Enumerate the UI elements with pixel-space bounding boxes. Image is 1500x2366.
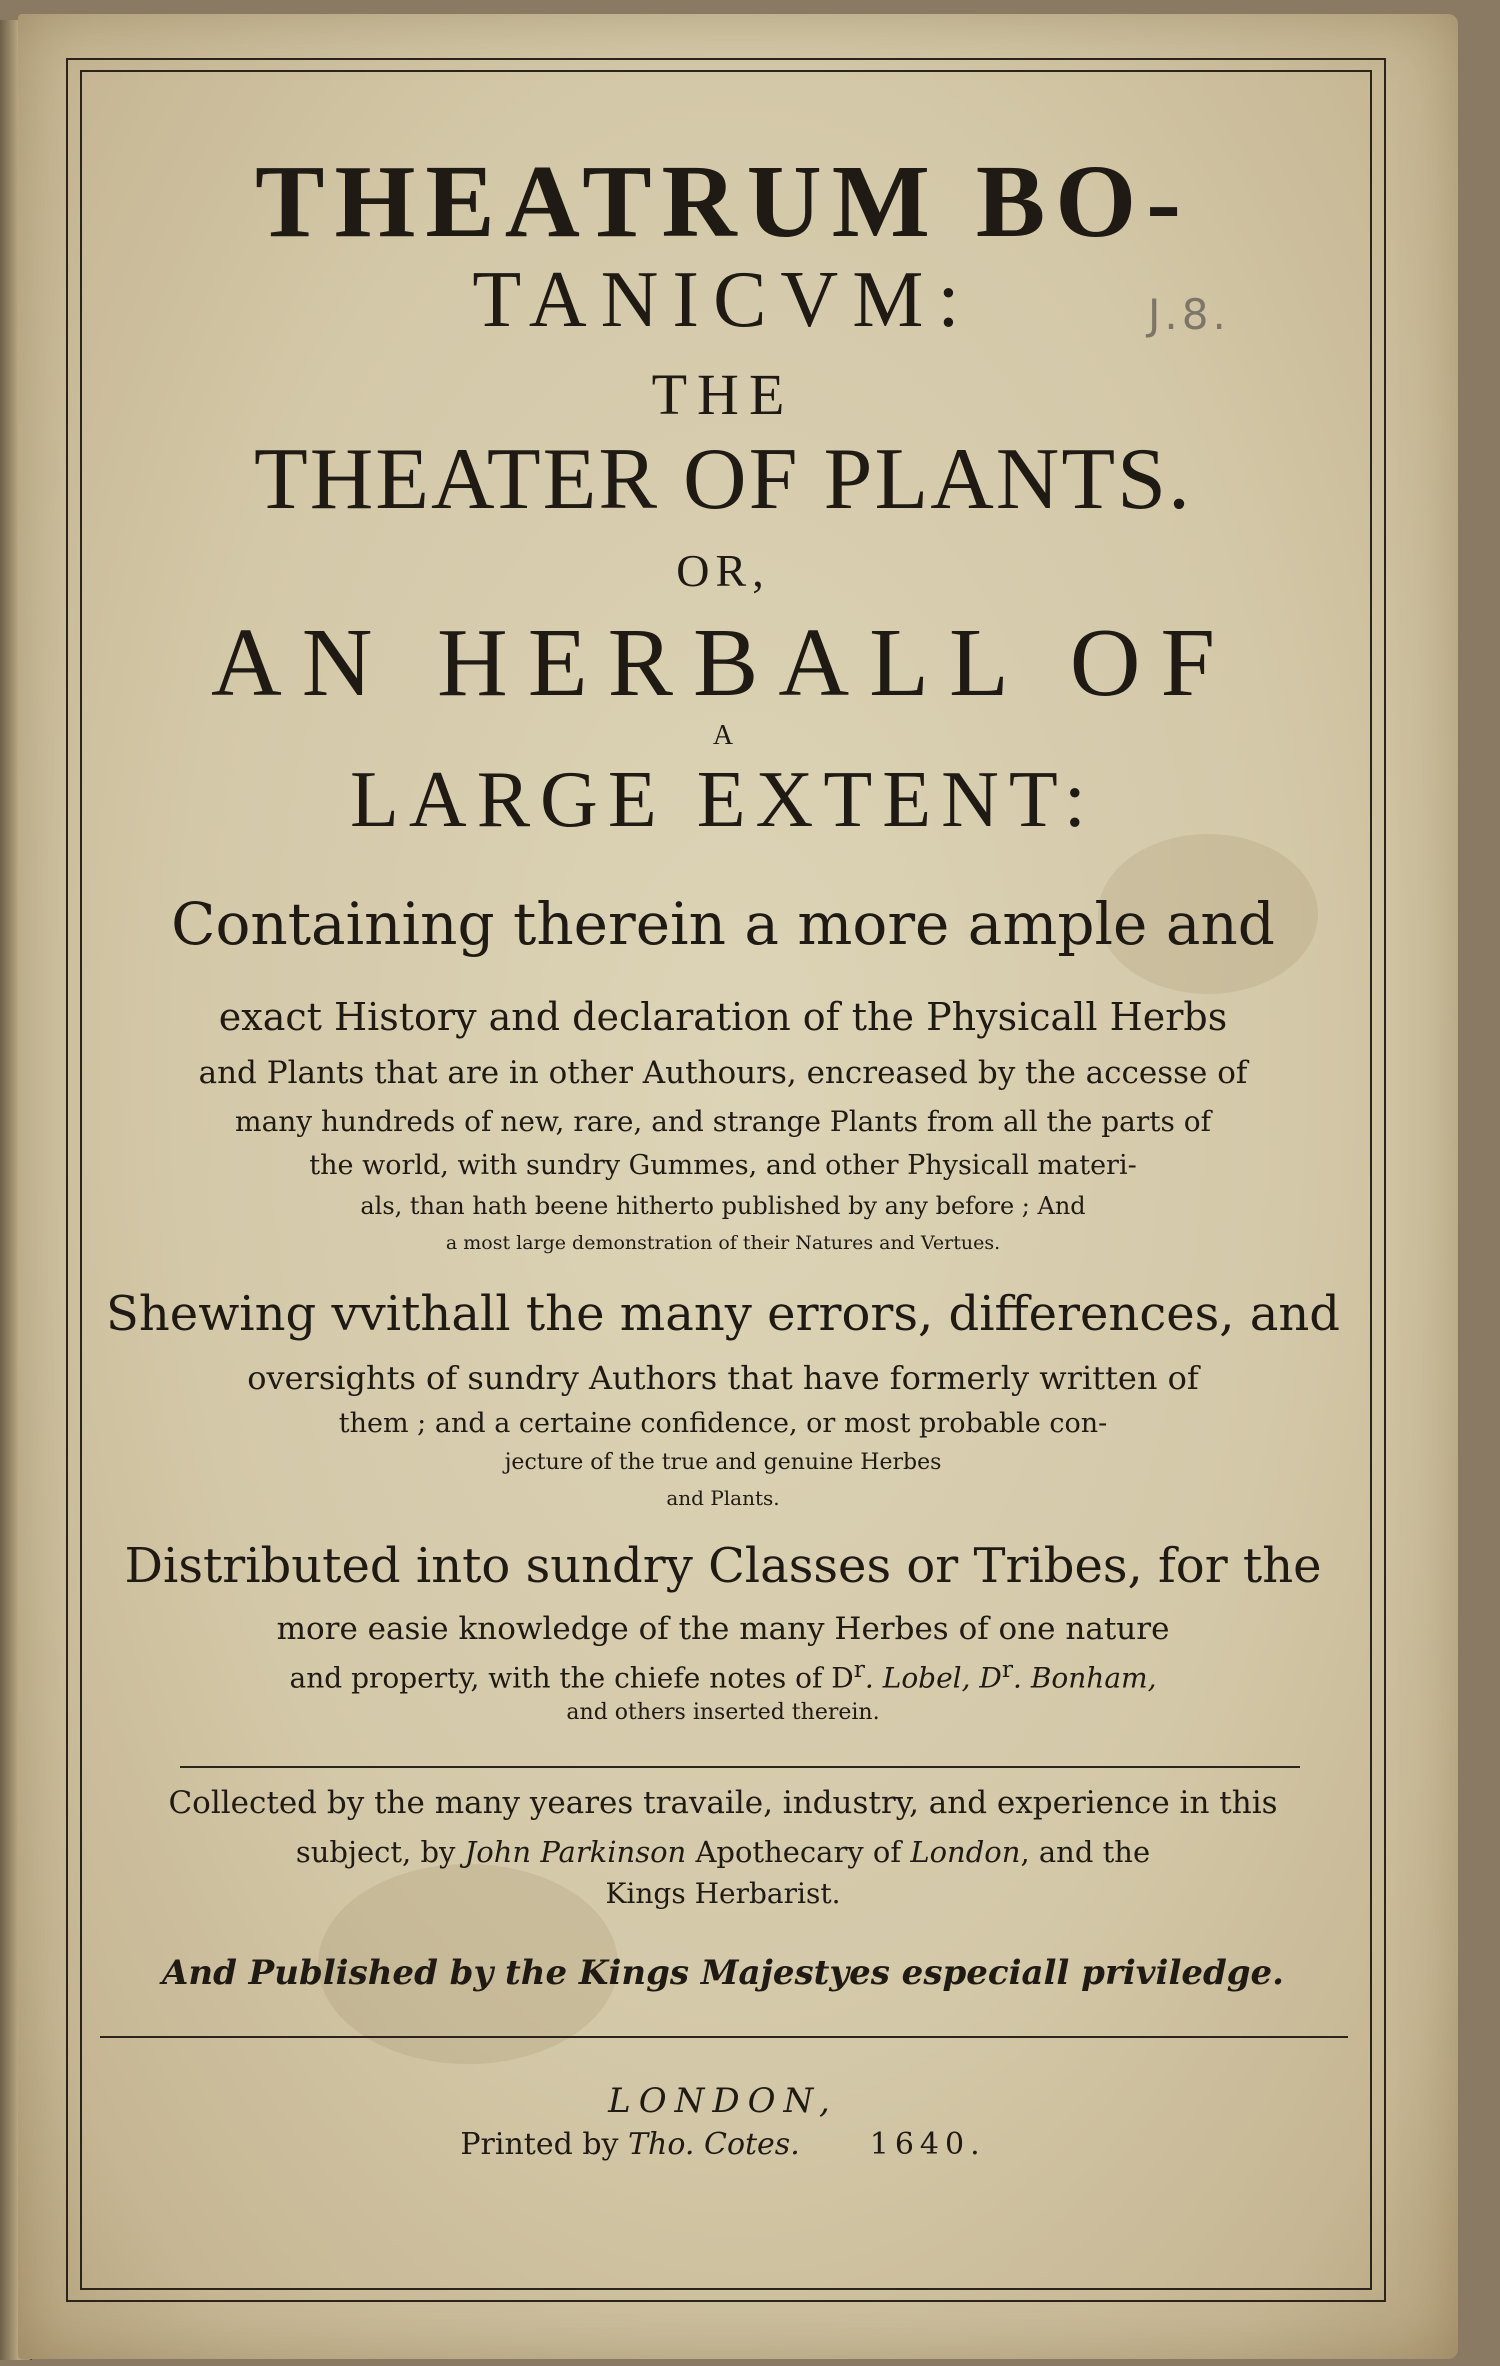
author-line-3: Kings Herbarist. [605, 1877, 841, 1910]
text-run: and property, with the chiefe notes of D [289, 1661, 854, 1695]
para1-line-7: a most large demonstration of their Natures and Vertues. [445, 1232, 1001, 1254]
printer-name: Tho. Cotes. [628, 2127, 800, 2162]
para2-line-2: oversights of sundry Authors that have formerly written of [247, 1359, 1199, 1397]
title-line-7: A [712, 720, 734, 751]
place-name: London [910, 1835, 1021, 1869]
title-line-3: THE [651, 362, 795, 427]
para1-line-1: Containing therein a more ample and [171, 890, 1275, 958]
text-run-italic: . Lobel, D [864, 1661, 1002, 1695]
imprint-line [98, 2127, 1348, 2162]
title-line-5: OR, [676, 545, 770, 596]
title-line-8: LARGE EXTENT: [350, 756, 1096, 844]
title-line-6: AN HERBALL OF [210, 609, 1236, 717]
para1-line-3: and Plants that are in other Authours, encreased by the accesse of [198, 1055, 1248, 1091]
para2-line-4: jecture of the true and genuine Herbes [504, 1450, 942, 1475]
para3-line-1: Distributed into sundry Classes or Tribes, for the [124, 1538, 1322, 1594]
para3-line-4: and others inserted therein. [566, 1700, 880, 1725]
text-run: subject, by [295, 1835, 465, 1869]
text-run: Printed by [460, 2127, 629, 2162]
imprint-city: LONDON, [608, 2081, 838, 2121]
author-line-1: Collected by the many yeares travaile, industry, and experience in this [168, 1785, 1278, 1821]
para1-line-6: als, than hath beene hitherto published by any before ; And [360, 1192, 1086, 1220]
author-name: John Parkinson [464, 1835, 687, 1869]
superscript: r [853, 1655, 865, 1683]
para3-line-3 [98, 1655, 1348, 1695]
author-line-2 [98, 1835, 1348, 1869]
privilege-line: And Published by the Kings Majestyes especiall priviledge. [161, 1953, 1285, 1993]
text-run-italic: . Bonham, [1013, 1661, 1157, 1695]
para2-line-3: them ; and a certaine confidence, or most probable con- [338, 1408, 1108, 1439]
text-run: , and the [1020, 1835, 1151, 1869]
divider-rule [180, 1766, 1300, 1768]
divider-rule [100, 2036, 1348, 2038]
title-line-1: THEATRUM BO- [255, 144, 1191, 259]
para1-line-2: exact History and declaration of the Physicall Herbs [218, 995, 1228, 1039]
para2-line-5: and Plants. [666, 1486, 780, 1510]
para3-line-2: more easie knowledge of the many Herbes of one nature [276, 1611, 1170, 1647]
title-line-2: TANICVM: [472, 256, 974, 344]
title-line-4: THEATER OF PLANTS. [253, 431, 1193, 528]
para1-line-5: the world, with sundry Gummes, and other Physicall materi- [309, 1150, 1137, 1181]
imprint-year: 1640. [869, 2127, 986, 2162]
handwritten-shelfmark: J.8. [1148, 290, 1230, 339]
para1-line-4: many hundreds of new, rare, and strange Plants from all the parts of [235, 1105, 1211, 1138]
superscript: r [1001, 1655, 1014, 1683]
text-run: Apothecary of [686, 1835, 911, 1869]
para2-line-1: Shewing vvithall the many errors, differences, and [105, 1286, 1341, 1342]
